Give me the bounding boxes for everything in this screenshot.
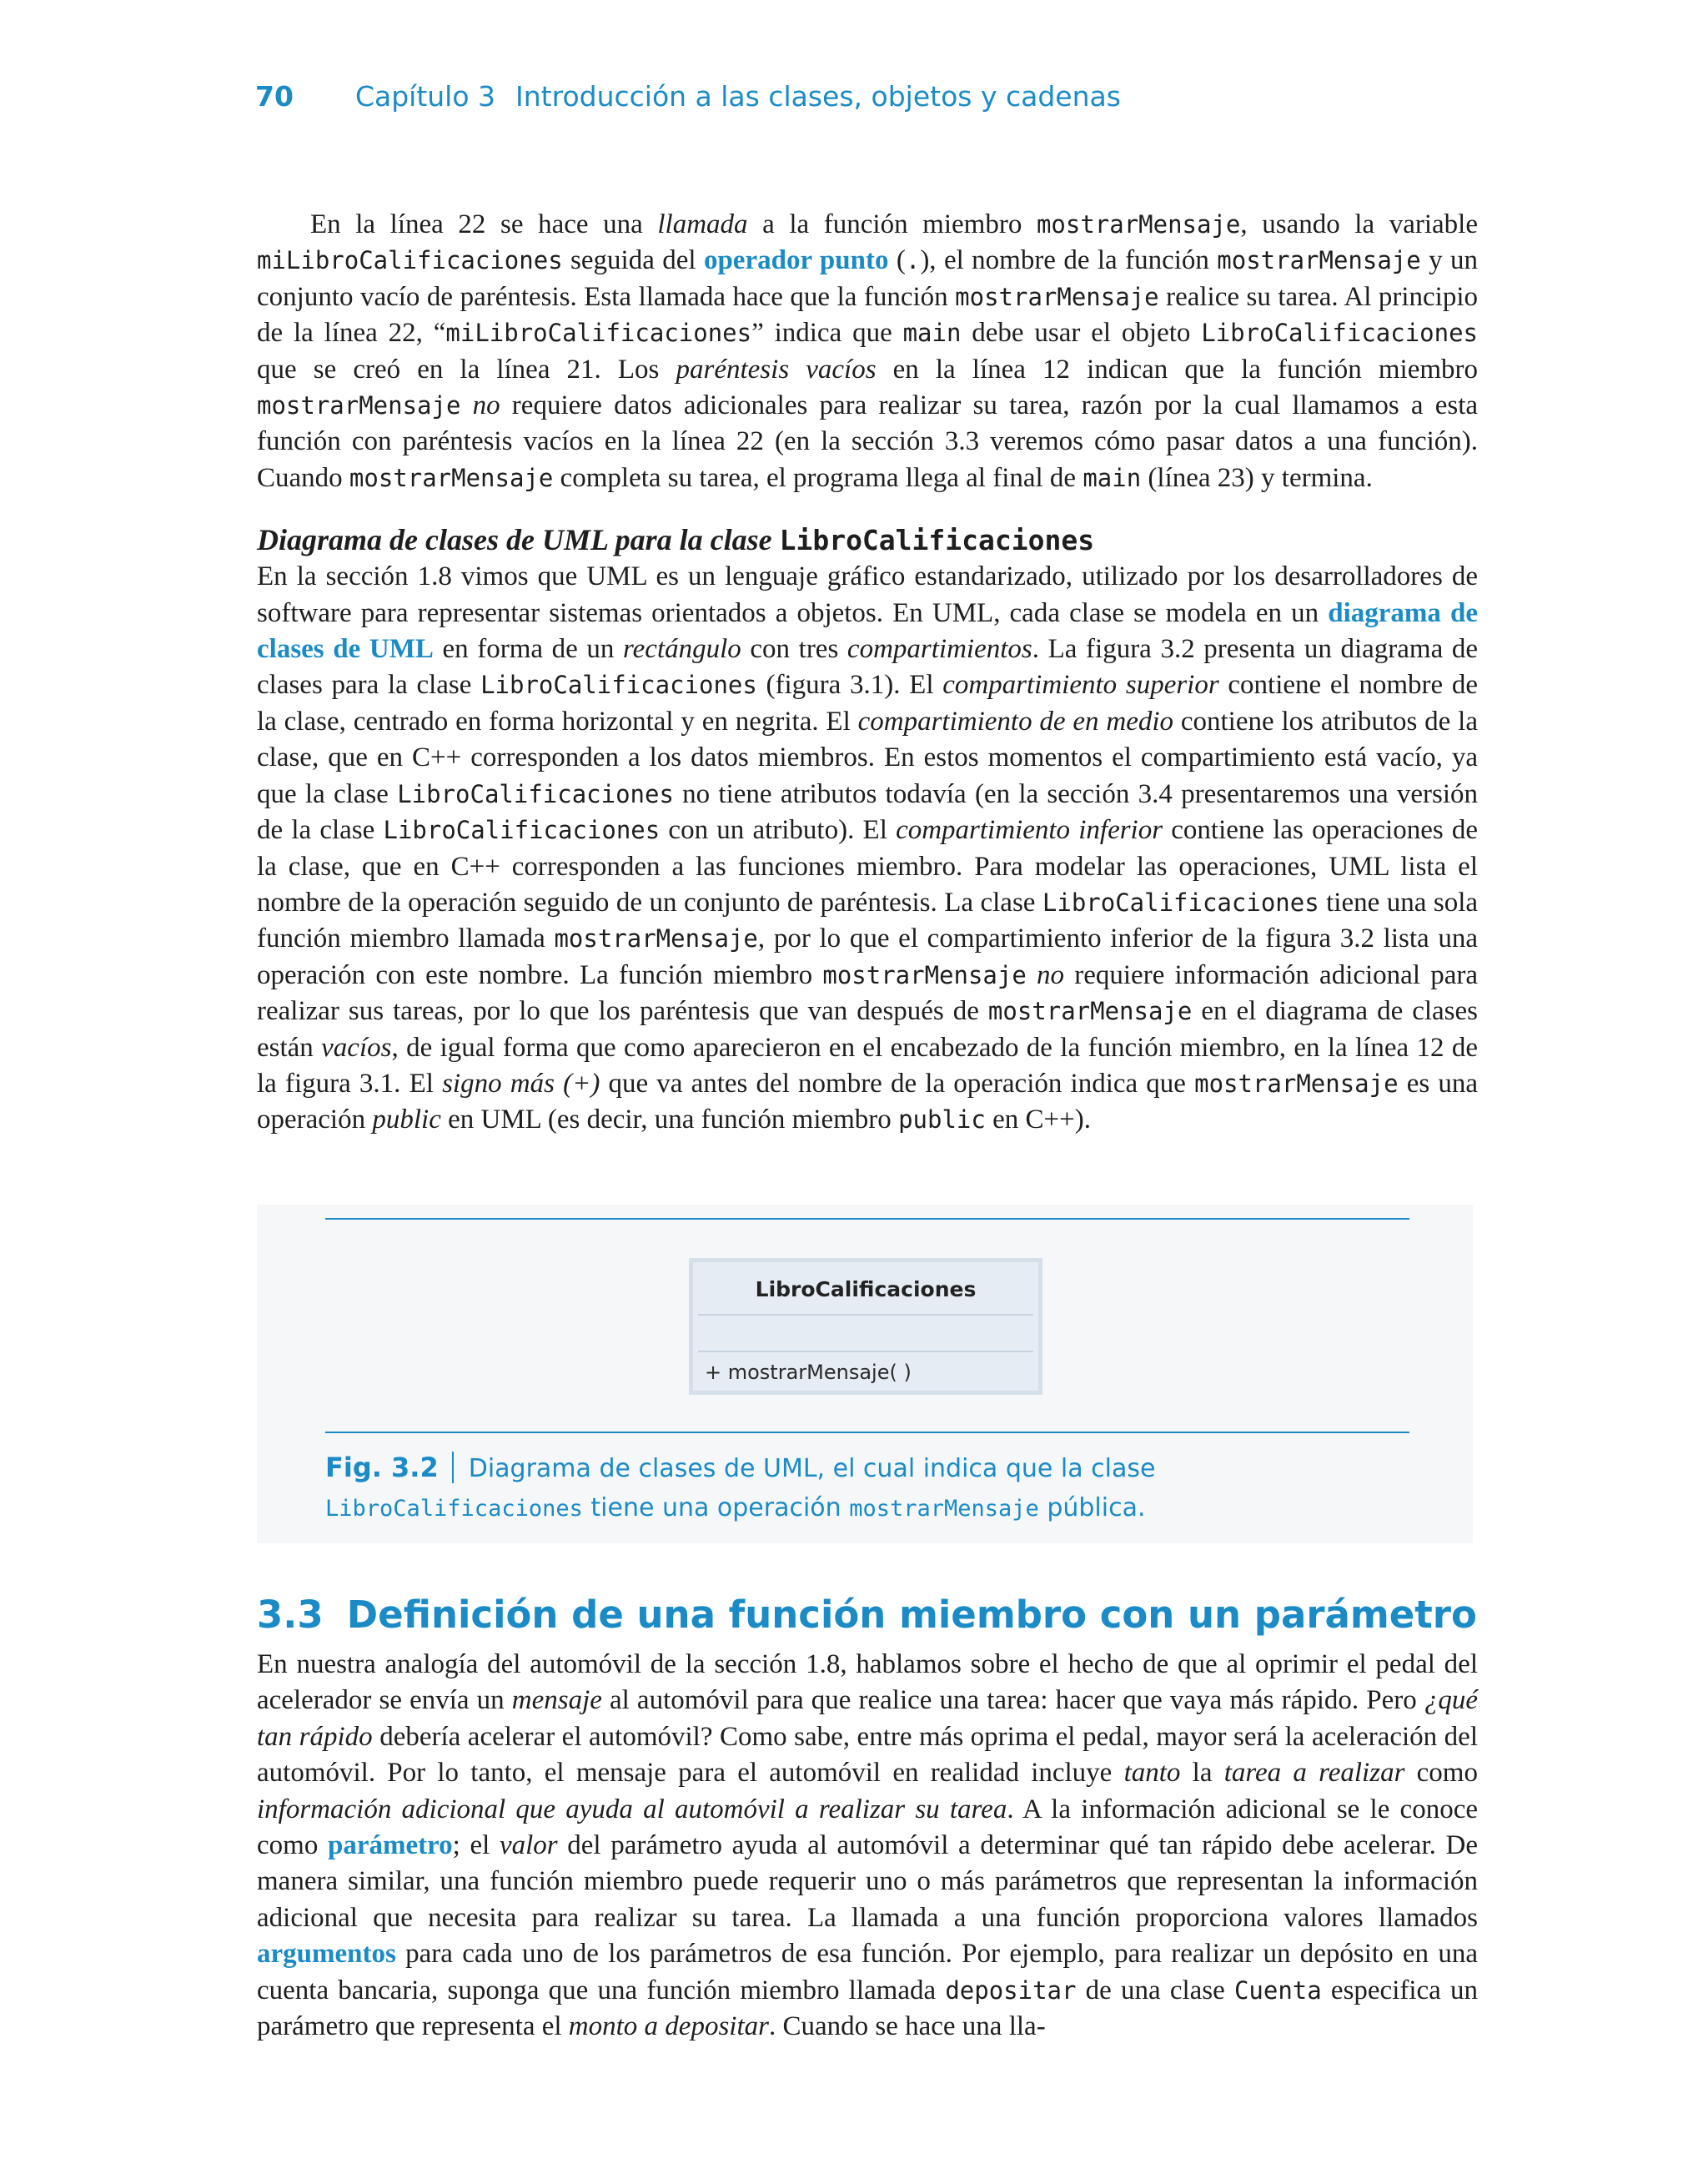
chapter-label: Capítulo 3	[354, 80, 496, 113]
section-title: 3.3 Definición de una función miembro con un parámetro	[257, 1593, 1477, 1637]
paragraph-parameters: En nuestra analogía del automóvil de la sección 1.8, hablamos sobre el hecho de que al oprimir el pedal del acelerador se envía un mensaje al automóvil para que realice una tarea: hacer que vaya más rápido. Pero ¿qué tan rápido debería acelerar el automóvil? Como sabe, entre más oprima el pedal, mayor será la aceleración del automóvil. Por lo tanto, el mensaje para el automóvil en realidad incluye tanto la tarea a realizar como información adicional que ayuda al automóvil a realizar su tarea. A la información adicional se le conoce como parámetro; el valor del parámetro ayuda al automóvil a determinar qué tan rápido debe acelerar. De manera similar, una función miembro puede requerir uno o más parámetros que representan la información adicional que necesita para realizar su tarea. La llamada a una función proporciona valores llamados argumentos para cada uno de los parámetros de esa función. Por ejemplo, para realizar un depósito en una cuenta bancaria, suponga que una función miembro llamada depositar de una clase Cuenta especifica un parámetro que representa el monto a depositar. Cuando se hace una lla-	[257, 1649, 1479, 2042]
paragraph-uml-diagram: En la sección 1.8 vimos que UML es un lenguaje gráfico estandarizado, utilizado por los desarrolladores de software para representar sistemas orientados a objetos. En UML, cada clase se modela en un diagrama de clases de UML en forma de un rectángulo con tres compartimientos. La figura 3.2 presenta un diagrama de clases para la clase LibroCalificaciones (figura 3.1). El compartimiento superior contiene el nombre de la clase, centrado en forma horizontal y en negrita. El compartimiento de en medio contiene los atributos de la clase, que en C++ corresponden a los datos miembros. En estos momentos el compartimiento está vacío, ya que la clase LibroCalificaciones no tiene atributos todavía (en la sección 3.4 presentaremos una versión de la clase LibroCalificaciones con un atributo). El compartimiento inferior contiene las operaciones de la clase, que en C++ corresponden a las funciones miembro. Para modelar las operaciones, UML lista el nombre de la operación seguido de un conjunto de paréntesis. La clase LibroCalificaciones tiene una sola función miembro llamada mostrarMensaje, por lo que el compartimiento inferior de la figura 3.2 lista una operación con este nombre. La función miembro mostrarMensaje no requiere información adicional para realizar sus tareas, por lo que los paréntesis que van después de mostrarMensaje en el diagrama de clases están vacíos, de igual forma que como aparecieron en el encabezado de la función miembro, en la línea 12 de la figura 3.1. El signo más (+) que va antes del nombre de la operación indica que mostrarMensaje es una operación public en UML (es decir, una función miembro public en C++).	[257, 561, 1479, 1135]
chapter-title: Introducción a las clases, objetos y cadenas	[515, 80, 1121, 113]
subsection-heading: Diagrama de clases de UML para la clase LibroCalificaciones	[257, 523, 1095, 557]
term-diagrama-clases: diagrama de clases de UML	[257, 597, 1478, 665]
caption-separator	[452, 1452, 454, 1483]
running-head	[255, 80, 1121, 113]
uml-divider	[698, 1314, 1033, 1316]
uml-class-diagram	[689, 1258, 1042, 1395]
uml-operation: + mostrarMensaje( )	[705, 1361, 912, 1384]
term-argumentos: argumentos	[257, 1939, 396, 1970]
figure-caption-rule	[325, 1432, 1409, 1433]
figure-label: Fig. 3.2	[325, 1452, 439, 1483]
uml-class-name: LibroCalificaciones	[755, 1277, 977, 1301]
figure-caption: Fig. 3.2 Diagrama de clases de UML, el cual indica que la clase LibroCalificaciones tiene una operación mostrarMensaje pública.	[325, 1452, 1156, 1522]
paragraph-call-explanation: En la línea 22 se hace una llamada a la función miembro mostrarMensaje, usando la variable miLibroCalificaciones seguida del operador punto (.), el nombre de la función mostrarMensaje y un conjunto vacío de paréntesis. Esta llamada hace que la función mostrarMensaje realice su tarea. Al principio de la línea 22, “miLibroCalificaciones” indica que main debe usar el objeto LibroCalificaciones que se creó en la línea 21. Los paréntesis vacíos en la línea 12 indican que la función miembro mostrarMensaje no requiere datos adicionales para realizar su tarea, razón por la cual llamamos a esta función con paréntesis vacíos en la línea 22 (en la sección 3.3 veremos cómo pasar datos a una función). Cuando mostrarMensaje completa su tarea, el programa llega al final de main (línea 23) y termina.	[257, 209, 1479, 493]
term-operador-punto: operador punto	[703, 245, 889, 276]
section-3-3	[257, 1590, 1478, 2045]
section-number: 3.3	[257, 1593, 324, 1637]
uml-divider	[698, 1351, 1033, 1352]
term-parametro: parámetro	[327, 1830, 453, 1861]
main-text	[257, 207, 1478, 1139]
page-number: 70	[255, 80, 294, 113]
figure-top-rule	[325, 1218, 1409, 1220]
